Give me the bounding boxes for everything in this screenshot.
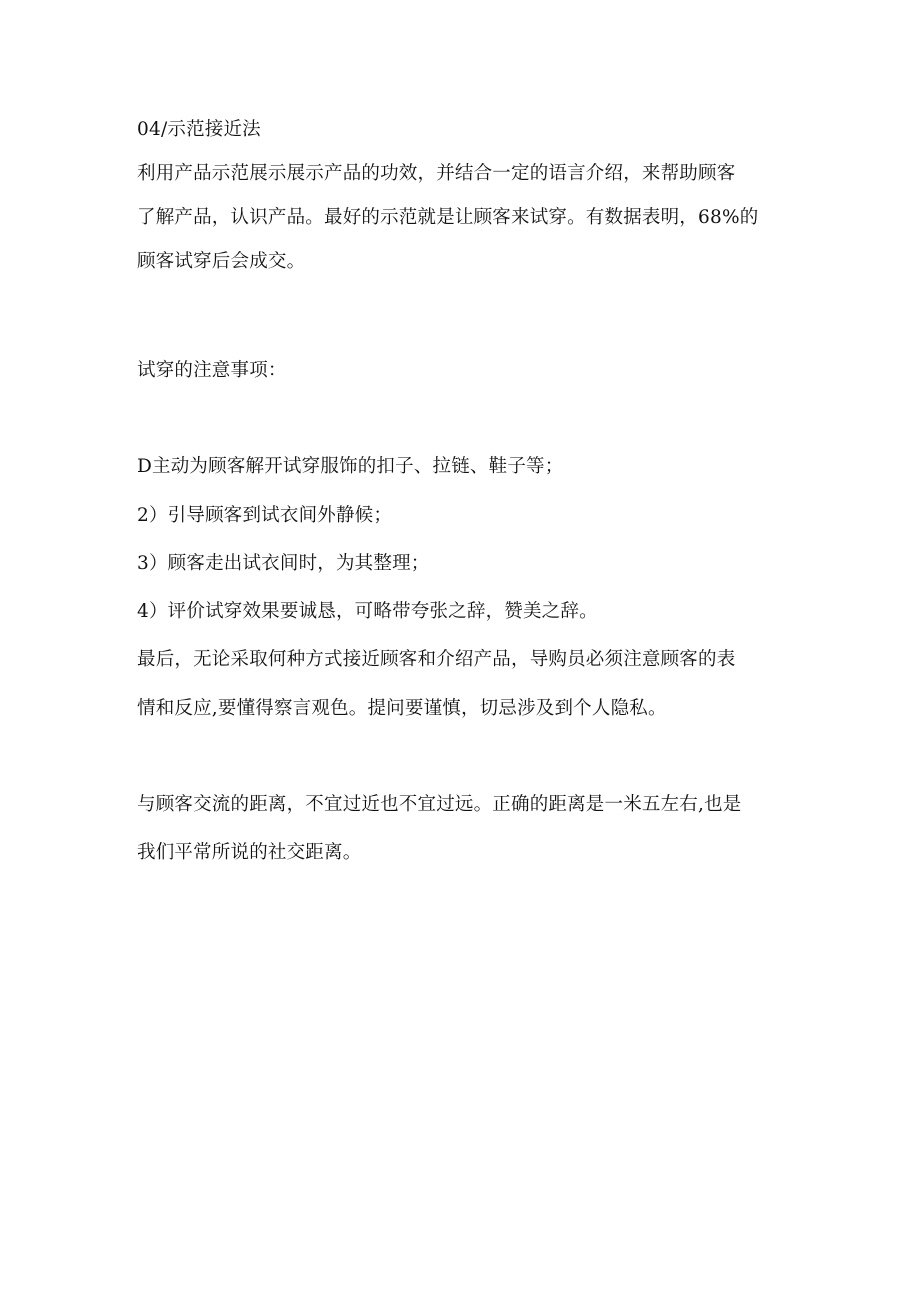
section-heading: 04/示范接近法	[137, 119, 261, 140]
paragraph-line: 顾客试穿后会成交。	[137, 251, 306, 272]
paragraph-line: 与顾客交流的距离，不宜过近也不宜过远。正确的距离是一米五左右,也是	[137, 794, 742, 815]
paragraph-line: 我们平常所说的社交距离。	[137, 842, 362, 863]
paragraph-line: 了解产品，认识产品。最好的示范就是让顾客来试穿。有数据表明，68%的	[137, 207, 759, 228]
paragraph-line: 情和反应,要懂得察言观色。提问要谨慎，切忌涉及到个人隐私。	[137, 698, 667, 719]
note-item: 2）引导顾客到试衣间外静候；	[137, 505, 393, 526]
note-item: 4）评价试穿效果要诚恳，可略带夸张之辞，赞美之辞。	[137, 601, 598, 622]
note-item: 3）顾客走出试衣间时，为其整理；	[137, 553, 430, 574]
notes-heading: 试穿的注意事项：	[137, 360, 287, 381]
paragraph-line: 利用产品示范展示展示产品的功效，并结合一定的语言介绍，来帮助顾客	[137, 163, 736, 184]
paragraph-line: 最后，无论采取何种方式接近顾客和介绍产品，导购员必须注意顾客的表	[137, 649, 736, 670]
note-item: D主动为顾客解开试穿服饰的扣子、拉链、鞋子等；	[137, 456, 564, 477]
